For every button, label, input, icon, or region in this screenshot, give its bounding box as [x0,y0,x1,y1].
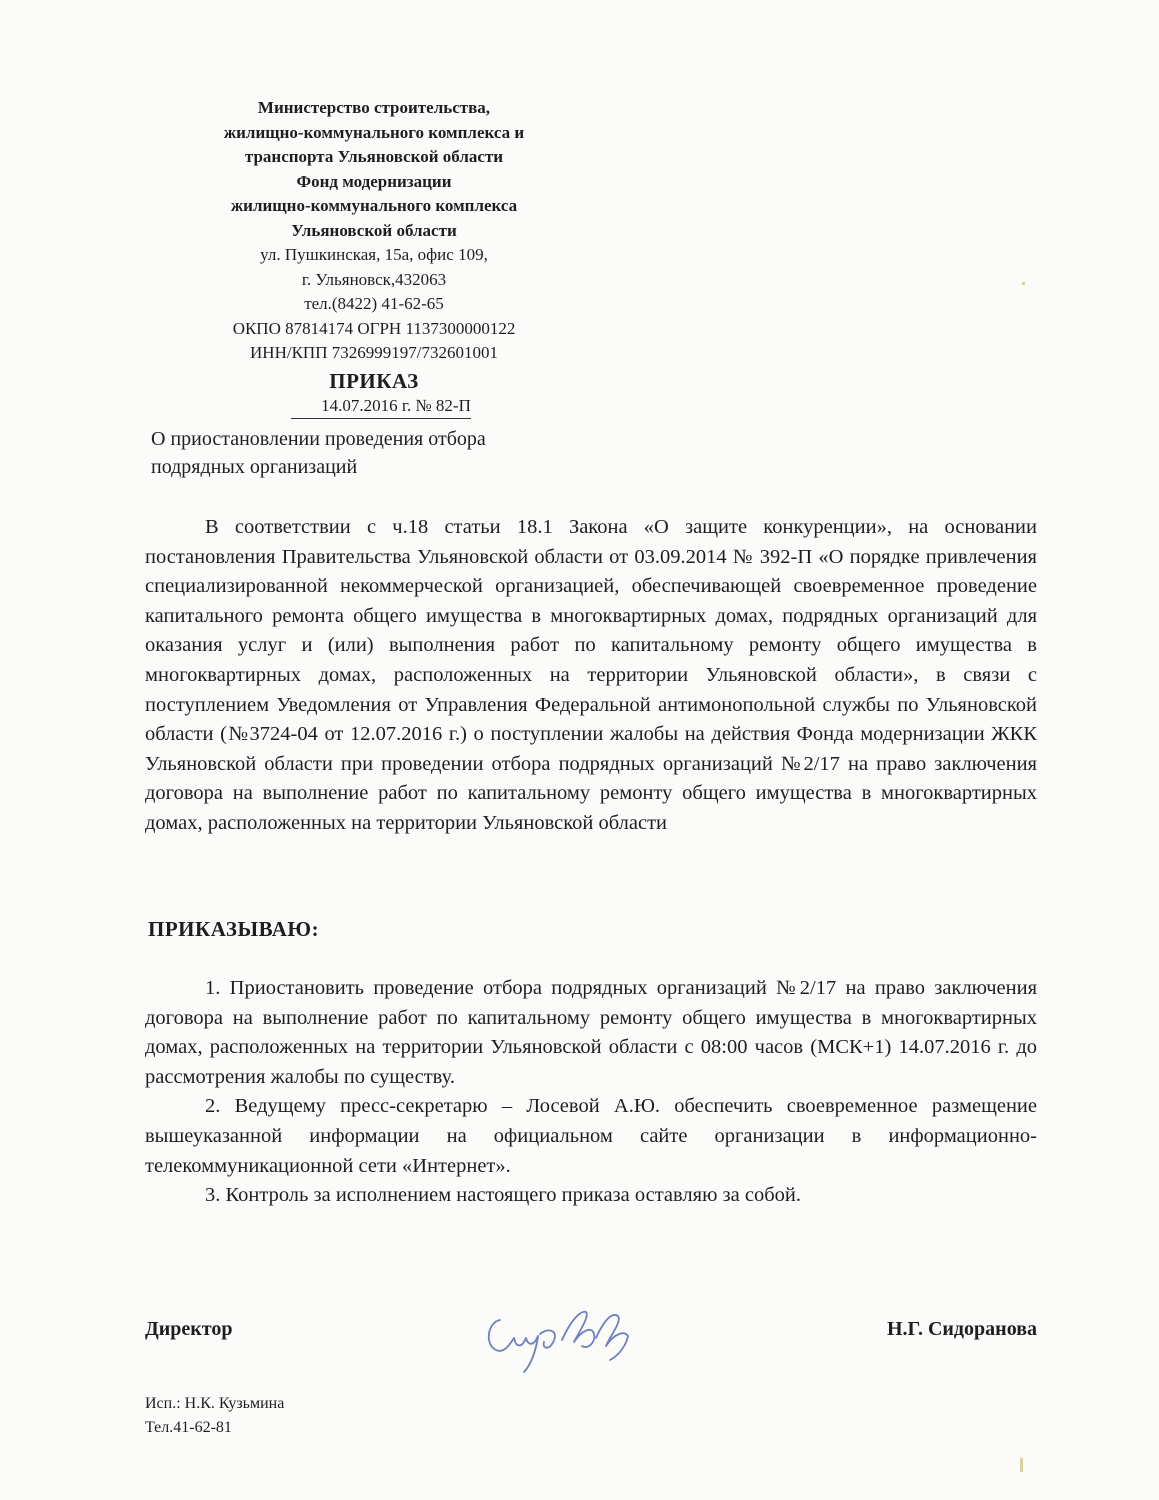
document-subject [151,425,486,481]
order-item: 3. Контроль за исполнением настоящего приказа оставляю за собой. [205,1184,801,1207]
document-footer [145,1392,284,1440]
address-line: тел.(8422) 41-62-65 [304,294,444,313]
org-line: жилищно-коммунального комплекса и [223,122,525,142]
order-item: 2. Ведущему пресс-секретарю – Лосевой А.Ю. обеспечить своевременное размещение вышеуказанной информации на официальном сайте организации в информационно-телекоммуникационной сети «Интернет». [145,1095,1037,1177]
address-line: г. Ульяновск,432063 [301,269,447,289]
org-line: жилищно-коммунального комплекса [230,196,518,215]
subject-line: подрядных организаций [151,456,358,478]
signature-block [145,1318,1037,1358]
org-line: транспорта Ульяновской области [244,147,504,166]
scan-speck [1020,1458,1023,1472]
document-date-number: 14.07.2016 г. № 82-П [291,395,471,419]
signatory-name: Н.Г. Сидоранова [886,1318,1037,1340]
address-line: ИНН/КПП 7326999197/732601001 [250,343,498,362]
document-header [120,96,628,419]
executor-line: Исп.: Н.К. Кузьмина [145,1395,285,1412]
scan-speck [1022,282,1025,285]
order-heading: ПРИКАЗЫВАЮ: [148,917,320,941]
handwritten-signature-icon [478,1300,663,1378]
signatory-position: Директор [145,1318,233,1340]
order-item: 1. Приостановить проведение отбора подрядных организаций №2/17 на право заключения договора на выполнение работ по капитальному ремонту общего имущества в многоквартирных домах, расположенных на территории Ульяновской области с 08:00 часов (МСК+1) 14.07.2016 г. до рассмотрения жалобы по существу. [145,977,1037,1088]
preamble-paragraph: В соответствии с ч.18 статьи 18.1 Закона «О защите конкуренции», на основании постановления Правительства Ульяновской области от 03.09.2014 № 392-П «О порядке привлечения специализированной некоммерческой организацией, обеспечивающей своевременное проведение капитального ремонта общего имущества в многоквартирных домах, подрядных организаций для оказания услуг и (или) выполнения работ по капитальному ремонту общего имущества в многоквартирных домах, расположенных на территории Ульяновской области», в связи с поступлением Уведомления от Управления Федеральной антимонопольной службы по Ульяновской области (№3724-04 от 12.07.2016 г.) о поступлении жалобы на действия Фонда модернизации ЖКК Ульяновской области при проведении отбора подрядных организаций №2/17 на право заключения договора на выполнение работ по капитальному ремонту общего имущества в многоквартирных домах, расположенных на территории Ульяновской области [145,516,1037,834]
org-line: Фонд модернизации [296,171,452,191]
order-items [145,974,1037,1211]
subject-line: О приостановлении проведения отбора [151,428,486,450]
executor-phone: Тел.41-62-81 [145,1419,232,1436]
org-line: Ульяновской области [291,220,457,240]
address-line: ОКПО 87814174 ОГРН 1137300000122 [232,318,516,338]
document-preamble [145,513,1037,839]
address-line: ул. Пушкинская, 15а, офис 109, [260,245,488,264]
document-title: ПРИКАЗ [329,368,419,393]
org-line: Министерство строительства, [257,98,491,117]
